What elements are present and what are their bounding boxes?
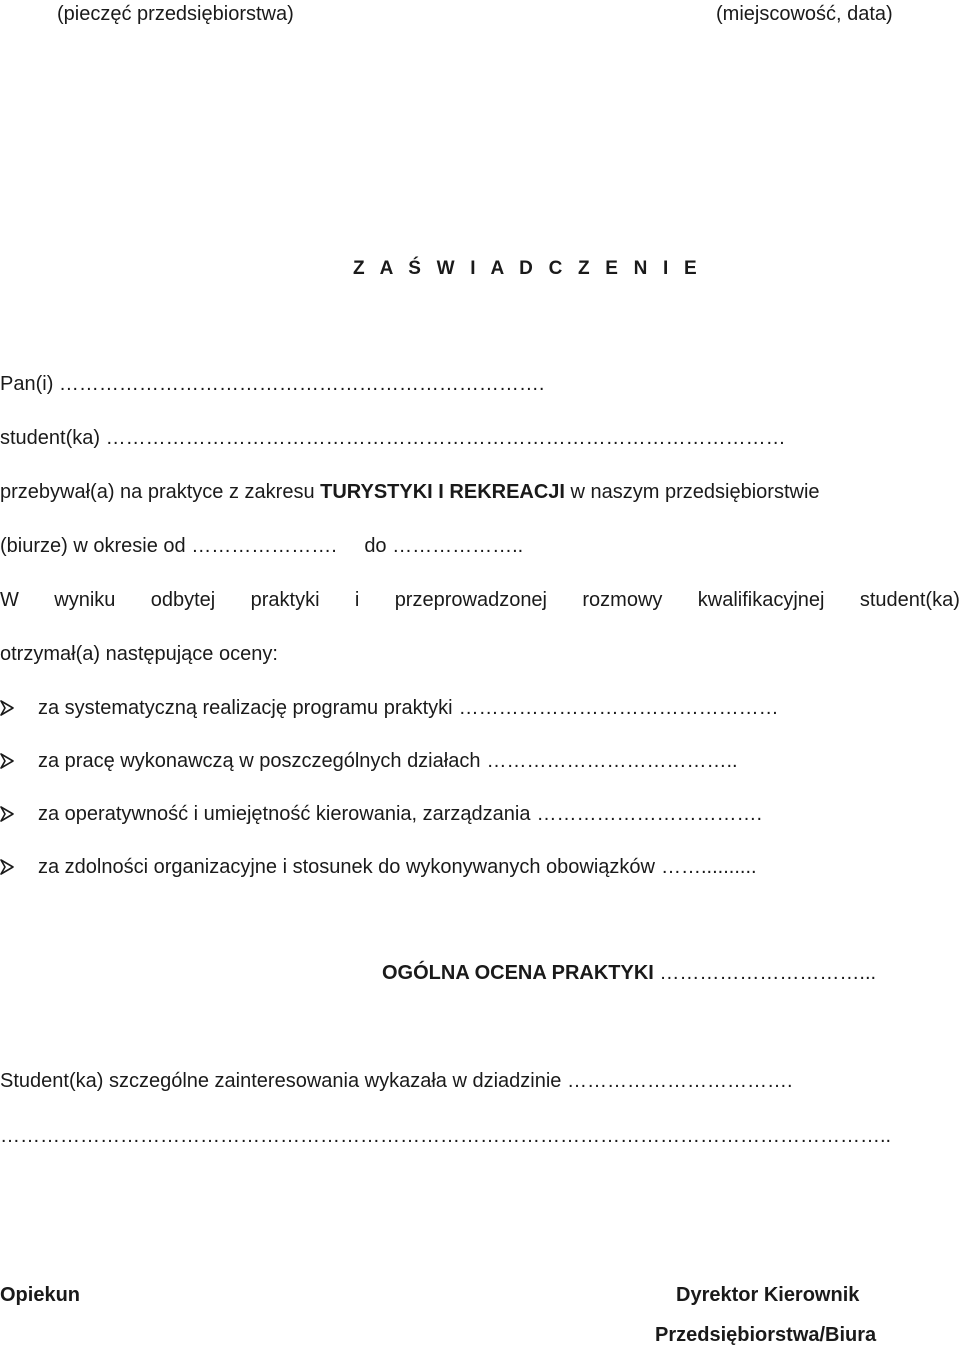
grade-item bbox=[0, 855, 757, 879]
result-word: kwalifikacyjnej bbox=[697, 589, 825, 611]
grade-item bbox=[0, 696, 779, 720]
overall-grade-line bbox=[382, 961, 876, 985]
arrow-bullet-icon bbox=[0, 753, 14, 769]
name-dots: ………………………………………………………………. bbox=[58, 373, 545, 395]
result-word: rozmowy bbox=[582, 589, 663, 611]
student-line bbox=[0, 426, 786, 450]
result-word: wyniku bbox=[54, 589, 116, 611]
period-line bbox=[0, 534, 523, 558]
interests-label: Student(ka) szczególne zainteresowania wykazała w dziadzinie bbox=[0, 1070, 562, 1092]
student-label: student(ka) bbox=[0, 427, 101, 449]
grade-dots: ……………………………. bbox=[536, 803, 763, 825]
grade-item bbox=[0, 802, 762, 826]
result-line-2: otrzymał(a) następujące oceny: bbox=[0, 643, 278, 665]
overall-grade-label: OGÓLNA OCENA PRAKTYKI bbox=[382, 962, 654, 984]
period-to-label: do bbox=[364, 535, 387, 557]
name-label: Pan(i) bbox=[0, 373, 54, 395]
student-dots: ………………………………………………………………………………………… bbox=[105, 427, 786, 449]
director-signature-label: Dyrektor Kierownik bbox=[676, 1284, 860, 1306]
period-to-dots: ……………….. bbox=[392, 535, 524, 557]
internship-line bbox=[0, 480, 820, 504]
result-word: praktyki bbox=[250, 589, 320, 611]
result-line-1 bbox=[0, 588, 960, 612]
interests-dots: ……………………………. bbox=[566, 1070, 793, 1092]
company-stamp-label: (pieczęć przedsiębiorstwa) bbox=[57, 3, 294, 25]
internship-field: TURYSTYKI I REKREACJI bbox=[320, 481, 565, 503]
grade-label: za systematyczną realizację programu praktyki bbox=[38, 697, 453, 719]
arrow-bullet-icon bbox=[0, 700, 14, 716]
document-title: Z A Ś W I A D C Z E N I E bbox=[353, 258, 702, 279]
period-prefix: (biurze) w okresie od bbox=[0, 535, 186, 557]
grade-dots: ………………………………………… bbox=[458, 697, 779, 719]
company-signature-label: Przedsiębiorstwa/Biura bbox=[655, 1324, 877, 1346]
grade-label: za pracę wykonawczą w poszczególnych działach bbox=[38, 750, 481, 772]
name-line bbox=[0, 372, 544, 396]
supervisor-signature-label: Opiekun bbox=[0, 1284, 81, 1306]
grade-dots: …….......... bbox=[661, 856, 757, 878]
result-word: odbytej bbox=[150, 589, 216, 611]
result-word: student(ka) bbox=[859, 589, 960, 611]
interests-continuation-dots: …………………………………………………………………………………………………………………….. bbox=[0, 1125, 892, 1147]
grade-label: za operatywność i umiejętność kierowania, zarządzania bbox=[38, 803, 531, 825]
result-word: przeprowadzonej bbox=[394, 589, 548, 611]
grade-label: za zdolności organizacyjne i stosunek do wykonywanych obowiązków bbox=[38, 856, 655, 878]
grade-dots: ……………………………….. bbox=[486, 750, 738, 772]
interests-line bbox=[0, 1069, 793, 1093]
arrow-bullet-icon bbox=[0, 859, 14, 875]
grade-item bbox=[0, 749, 738, 773]
result-word: i bbox=[354, 589, 360, 611]
internship-suffix: w naszym przedsiębiorstwie bbox=[570, 481, 820, 503]
arrow-bullet-icon bbox=[0, 806, 14, 822]
period-from-dots: …………………. bbox=[191, 535, 337, 557]
overall-grade-dots: …………………………... bbox=[659, 962, 877, 984]
place-date-label: (miejscowość, data) bbox=[716, 3, 893, 25]
internship-prefix: przebywał(a) na praktyce z zakresu bbox=[0, 481, 315, 503]
result-word: W bbox=[0, 589, 19, 611]
